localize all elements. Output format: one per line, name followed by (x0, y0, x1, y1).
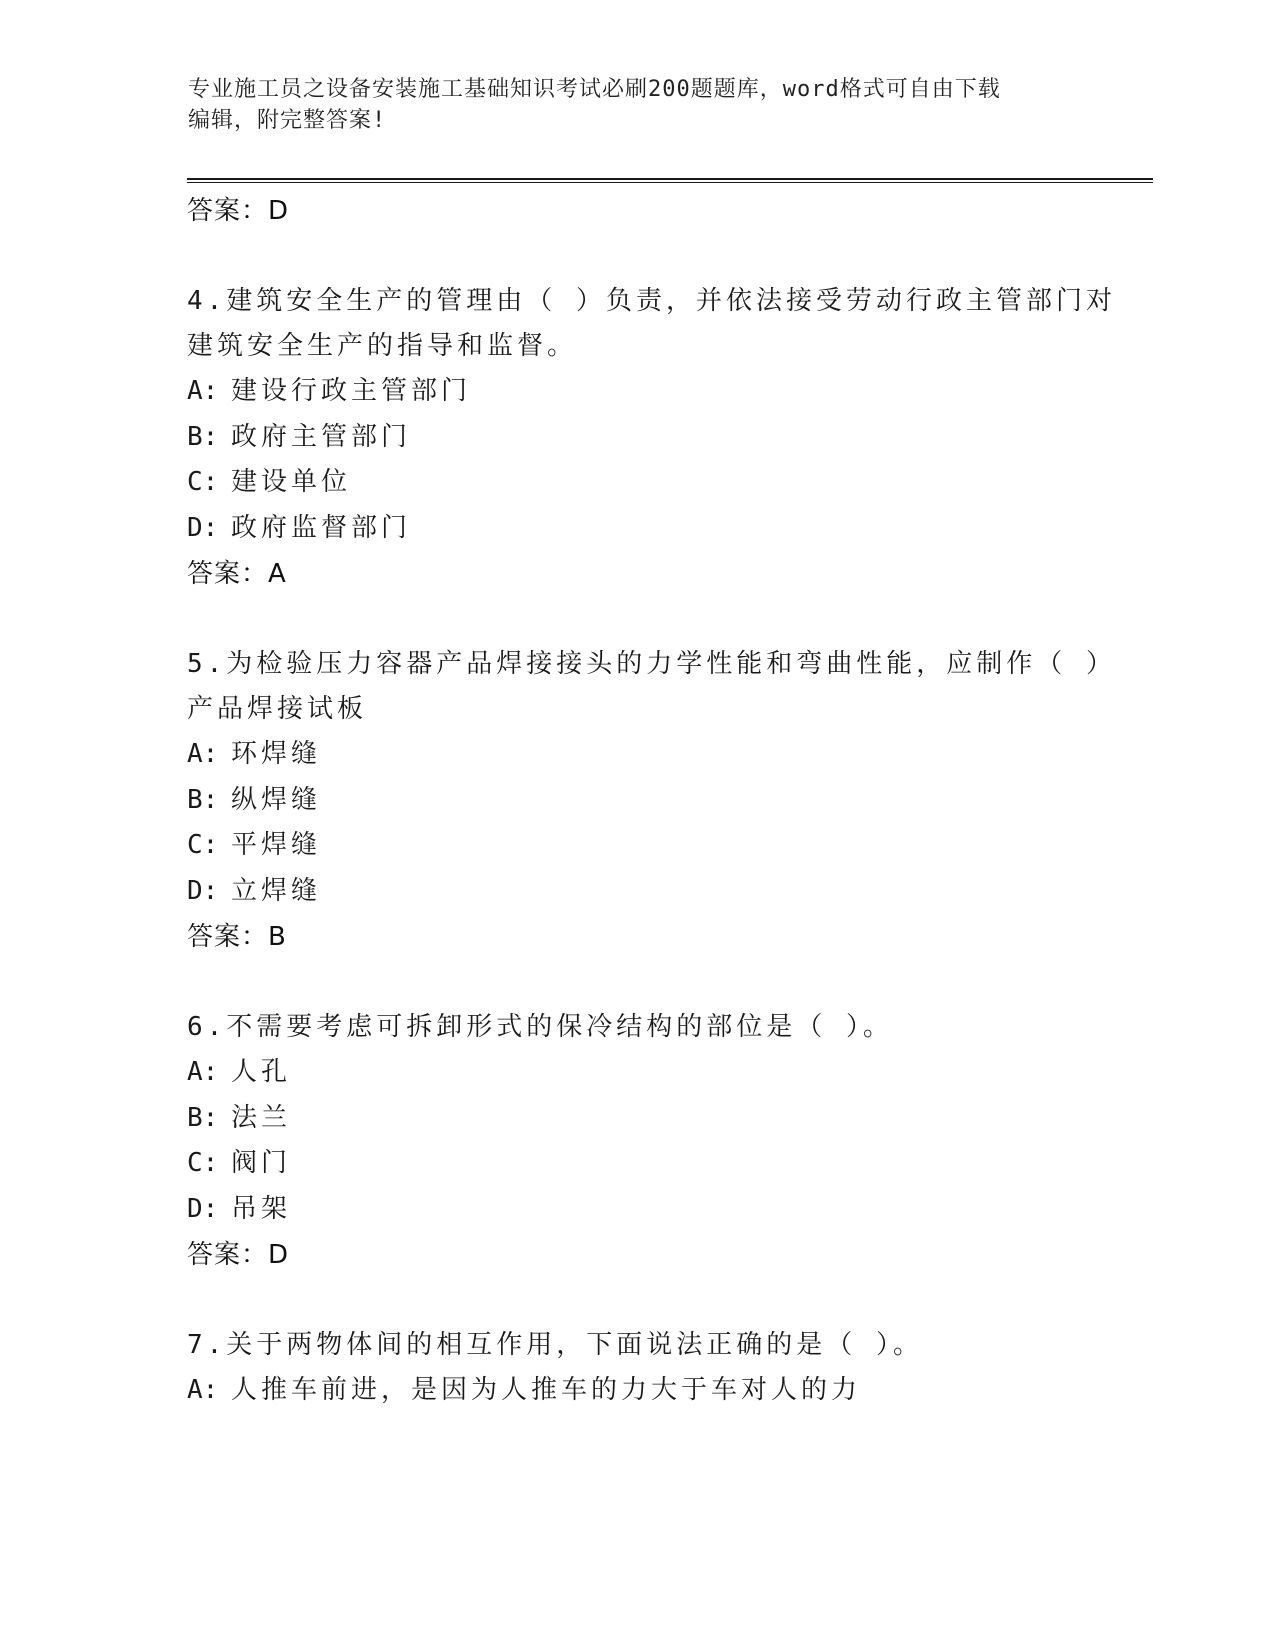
option-a (187, 1368, 1153, 1414)
question-5 (187, 642, 1153, 960)
question-stem-line: 6.不需要考虑可拆卸形式的保冷结构的部位是（ ）。 (187, 1012, 893, 1042)
document-body (187, 188, 1153, 1414)
option-letter: B: (187, 784, 219, 815)
option-text: 平焊缝 (231, 830, 322, 860)
option-text: 法兰 (231, 1102, 292, 1133)
option-text: 人推车前进，是因为人推车的力大于车对人的力 (231, 1375, 862, 1405)
option-c (187, 460, 1153, 506)
option-letter: A: (187, 1057, 219, 1087)
option-c (187, 823, 1153, 869)
option-letter: C: (187, 830, 219, 860)
header-title-line-1: 专业施工员之设备安装施工基础知识考试必刷200题题库，word格式可自由下载 (188, 77, 1001, 102)
document-header (188, 74, 1088, 136)
option-text: 环焊缝 (231, 739, 322, 769)
option-letter: C: (187, 467, 219, 497)
header-title-line-2: 编辑，附完整答案! (188, 108, 387, 133)
option-letter: A: (187, 376, 219, 406)
option-text: 阀门 (231, 1148, 292, 1178)
option-c (187, 1141, 1153, 1187)
option-letter: D: (187, 1193, 219, 1224)
option-d (187, 1187, 1153, 1233)
option-b (187, 415, 1153, 461)
question-stem-line: 4.建筑安全生产的管理由（ ）负责，并依法接受劳动行政主管部门对 (187, 286, 1116, 316)
question-7 (187, 1323, 1153, 1414)
option-a (187, 369, 1153, 415)
question-6 (187, 1005, 1153, 1278)
question-stem-line: 产品焊接试板 (187, 694, 368, 724)
option-text: 吊架 (231, 1193, 292, 1224)
option-d (187, 869, 1153, 915)
option-text: 纵焊缝 (231, 784, 322, 815)
option-text: 人孔 (231, 1057, 292, 1087)
option-letter: A: (187, 739, 219, 769)
option-letter: B: (187, 1102, 219, 1133)
option-text: 政府监督部门 (231, 512, 412, 543)
option-d (187, 506, 1153, 552)
previous-answer: 答案：D (187, 196, 290, 226)
option-letter: D: (187, 512, 219, 543)
option-text: 立焊缝 (231, 875, 322, 906)
question-4 (187, 279, 1153, 597)
question-stem-line: 5.为检验压力容器产品焊接接头的力学性能和弯曲性能，应制作（ ） (187, 649, 1116, 679)
question-stem-line: 建筑安全生产的指导和监督。 (187, 331, 578, 361)
option-letter: B: (187, 421, 219, 452)
option-letter: A: (187, 1375, 219, 1405)
option-b (187, 778, 1153, 824)
option-letter: C: (187, 1148, 219, 1178)
answer-line: 答案：D (187, 1240, 290, 1270)
option-letter: D: (187, 875, 219, 906)
option-a (187, 1050, 1153, 1096)
option-text: 建设单位 (231, 467, 352, 497)
header-divider (187, 178, 1153, 183)
question-stem-line: 7.关于两物体间的相互作用，下面说法正确的是（ ）。 (187, 1330, 923, 1360)
option-text: 政府主管部门 (231, 421, 412, 452)
answer-line: 答案：B (187, 922, 287, 952)
option-text: 建设行政主管部门 (231, 376, 472, 406)
option-a (187, 732, 1153, 778)
option-b (187, 1096, 1153, 1142)
answer-line: 答案：A (187, 559, 287, 589)
